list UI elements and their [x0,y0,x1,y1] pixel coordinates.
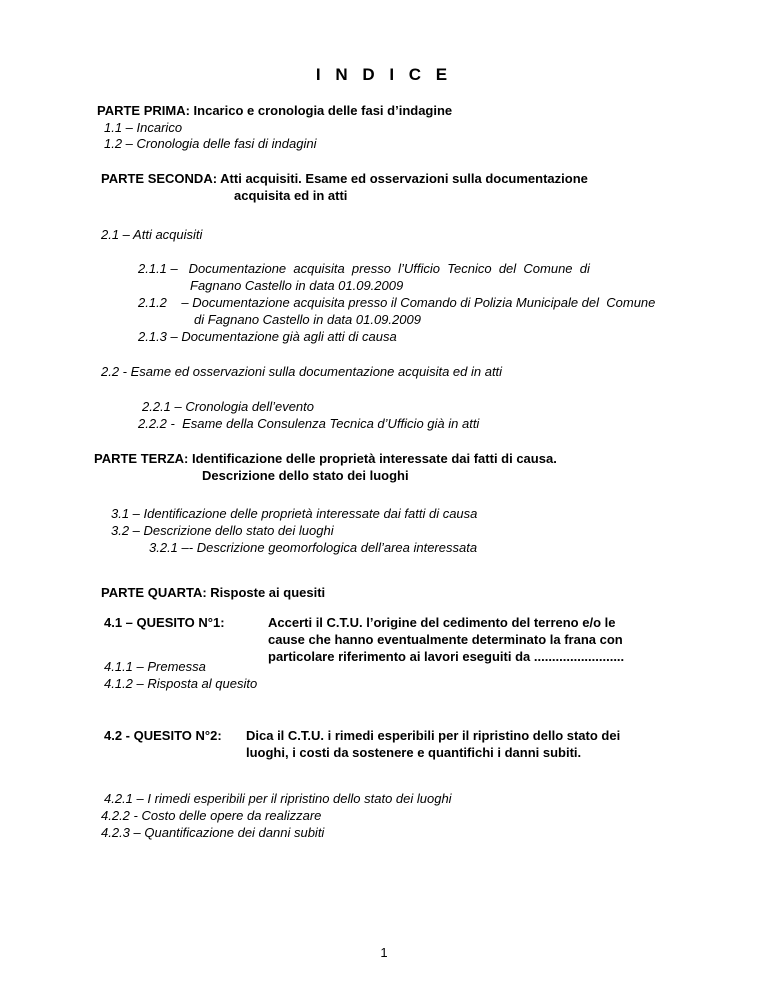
parte-seconda-heading-line2: acquisita ed in atti [234,188,348,203]
toc-item-1-2: 1.2 – Cronologia delle fasi di indagini [104,136,317,151]
toc-item-4-2-1: 4.2.1 – I rimedi esperibili per il ripristino dello stato dei luoghi [104,791,452,806]
parte-quarta-heading: PARTE QUARTA: Risposte ai quesiti [101,585,326,600]
quesito-2-label: 4.2 - QUESITO N°2: [104,728,222,743]
quesito-2-text-line2: luoghi, i costi da sostenere e quantifichi i danni subiti. [246,745,582,760]
quesito-1-label: 4.1 – QUESITO N°1: [104,615,225,630]
quesito-1-text-line1: Accerti il C.T.U. l’origine del cedimento del terreno e/o le [268,615,616,630]
toc-item-3-2-1: 3.2.1 –- Descrizione geomorfologica dell’area interessata [149,540,478,555]
toc-item-2-2-2: 2.2.2 - Esame della Consulenza Tecnica d’Ufficio già in atti [138,416,480,431]
toc-item-2-1-1-cont: Fagnano Castello in data 01.09.2009 [190,278,404,293]
page-title: I N D I C E [315,65,453,84]
parte-prima-heading: PARTE PRIMA: Incarico e cronologia delle fasi d’indagine [97,103,453,118]
toc-item-2-1: 2.1 – Atti acquisiti [101,227,203,242]
toc-item-3-1: 3.1 – Identificazione delle proprietà interessate dai fatti di causa [111,506,478,521]
toc-item-4-1-1: 4.1.1 – Premessa [104,659,206,674]
toc-item-2-1-2-cont: di Fagnano Castello in data 01.09.2009 [194,312,421,327]
toc-item-4-2-3: 4.2.3 – Quantificazione dei danni subiti [101,825,325,840]
toc-item-2-1-3: 2.1.3 – Documentazione già agli atti di causa [138,329,397,344]
toc-item-2-2-1: 2.2.1 – Cronologia dell’evento [142,399,315,414]
toc-item-2-1-2: 2.1.2 – Documentazione acquisita presso il Comando di Polizia Municipale del Comune [138,295,656,310]
toc-item-4-2-2: 4.2.2 - Costo delle opere da realizzare [101,808,322,823]
parte-terza-heading-line2: Descrizione dello stato dei luoghi [202,468,409,483]
toc-item-1-1: 1.1 – Incarico [104,120,183,135]
toc-item-2-2: 2.2 - Esame ed osservazioni sulla documentazione acquisita ed in atti [101,364,503,379]
parte-terza-heading-line1: PARTE TERZA: Identificazione delle proprietà interessate dai fatti di causa. [94,451,557,466]
toc-item-4-1-2: 4.1.2 – Risposta al quesito [104,676,258,691]
quesito-2-text-line1: Dica il C.T.U. i rimedi esperibili per il ripristino dello stato dei [246,728,621,743]
toc-item-3-2: 3.2 – Descrizione dello stato dei luoghi [111,523,334,538]
toc-item-2-1-1: 2.1.1 – Documentazione acquisita presso l’Ufficio Tecnico del Comune di [138,261,590,276]
quesito-1-text-line2: cause che hanno eventualmente determinato la frana con [268,632,623,647]
quesito-1-text-line3: particolare riferimento ai lavori eseguiti da ......................... [268,649,625,664]
page-number: 1 [380,945,388,960]
parte-seconda-heading-line1: PARTE SECONDA: Atti acquisiti. Esame ed osservazioni sulla documentazione [101,171,588,186]
